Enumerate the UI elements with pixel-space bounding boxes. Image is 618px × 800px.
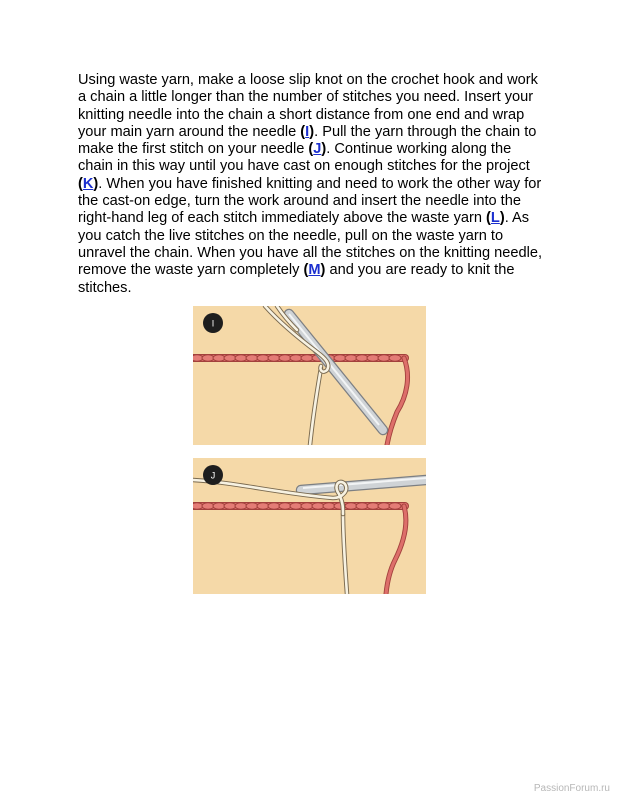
chain-stitch <box>224 503 236 509</box>
chain-stitch <box>279 503 291 509</box>
chain-stitch <box>301 355 313 361</box>
watermark: PassionForum.ru <box>533 783 610 794</box>
chain-stitch <box>202 503 214 509</box>
figure-link-i-anchor[interactable]: I <box>305 123 310 140</box>
instruction-text-6: and you are ready to knit the stitches. <box>78 262 515 296</box>
chain-links <box>193 355 401 361</box>
chain-stitch <box>378 503 390 509</box>
figure-i-label: I <box>211 318 215 329</box>
chain-stitch <box>246 503 258 509</box>
chain-stitch <box>367 503 379 509</box>
figure-i-illustration <box>193 306 426 445</box>
instruction-text-2: . Pull the yarn through the chain to make the first stitch on your needle <box>78 123 537 158</box>
figure-j-label: J <box>210 470 216 481</box>
instruction-text-1: Using waste yarn, make a loose slip knot on the crochet hook and work a chain a little longer than the number of stitches you need. Insert your knitting needle into the chain a short distance from one end and wrap your main yarn around the needle <box>78 72 538 140</box>
chain-stitch <box>224 355 236 361</box>
instruction-text-5: . As you catch the live stitches on the needle, pull on the waste yarn to unravel the chain. When you have all the stitches on the knitting needle, remove the waste yarn completely <box>78 210 543 279</box>
figure-link-j-anchor[interactable]: J <box>313 141 322 158</box>
chain-stitch <box>202 355 214 361</box>
figure-j-illustration <box>193 458 426 594</box>
instructions-paragraph <box>78 72 548 297</box>
instruction-text-3: . Continue working along the chain in this way until you have cast on enough stitches for the project <box>78 141 530 175</box>
chain-stitch <box>290 355 302 361</box>
chain-stitch <box>235 503 247 509</box>
figure-i-panel <box>193 306 426 445</box>
chain-stitch <box>356 355 368 361</box>
chain-stitch <box>213 355 225 361</box>
figure-link-m-anchor[interactable]: M <box>308 262 321 279</box>
figure-link-l-anchor[interactable]: L <box>490 210 500 227</box>
chain-links <box>193 503 401 509</box>
chain-stitch <box>378 355 390 361</box>
chain-stitch <box>246 355 258 361</box>
chain-stitch <box>279 355 291 361</box>
chain-stitch <box>389 355 401 361</box>
chain-stitch <box>213 503 225 509</box>
chain-stitch <box>323 503 335 509</box>
chain-stitch <box>268 503 280 509</box>
chain-stitch <box>301 503 313 509</box>
chain-stitch <box>367 355 379 361</box>
chain-stitch <box>345 355 357 361</box>
instruction-text-4: . When you have finished knitting and need to work the other way for the cast-on edge, turn the work around and insert the needle into the right-hand leg of each stitch immediately above the waste yarn <box>78 175 542 227</box>
chain-stitch <box>356 503 368 509</box>
figure-link-j[interactable]: (J) <box>308 141 327 158</box>
chain-stitch <box>334 355 346 361</box>
chain-stitch <box>345 503 357 509</box>
chain-stitch <box>389 503 401 509</box>
chain-stitch <box>268 355 280 361</box>
figure-link-l[interactable]: (L) <box>486 210 505 227</box>
figure-link-k-anchor[interactable]: K <box>82 175 94 192</box>
chain-stitch <box>290 503 302 509</box>
chain-stitch <box>257 355 269 361</box>
figure-j-panel <box>193 458 426 594</box>
chain-stitch <box>312 503 324 509</box>
figure-link-k[interactable]: (K) <box>78 175 99 192</box>
figure-link-i[interactable]: (I) <box>300 123 315 140</box>
figure-link-m[interactable]: (M) <box>303 262 326 279</box>
chain-stitch <box>257 503 269 509</box>
chain-stitch <box>235 355 247 361</box>
